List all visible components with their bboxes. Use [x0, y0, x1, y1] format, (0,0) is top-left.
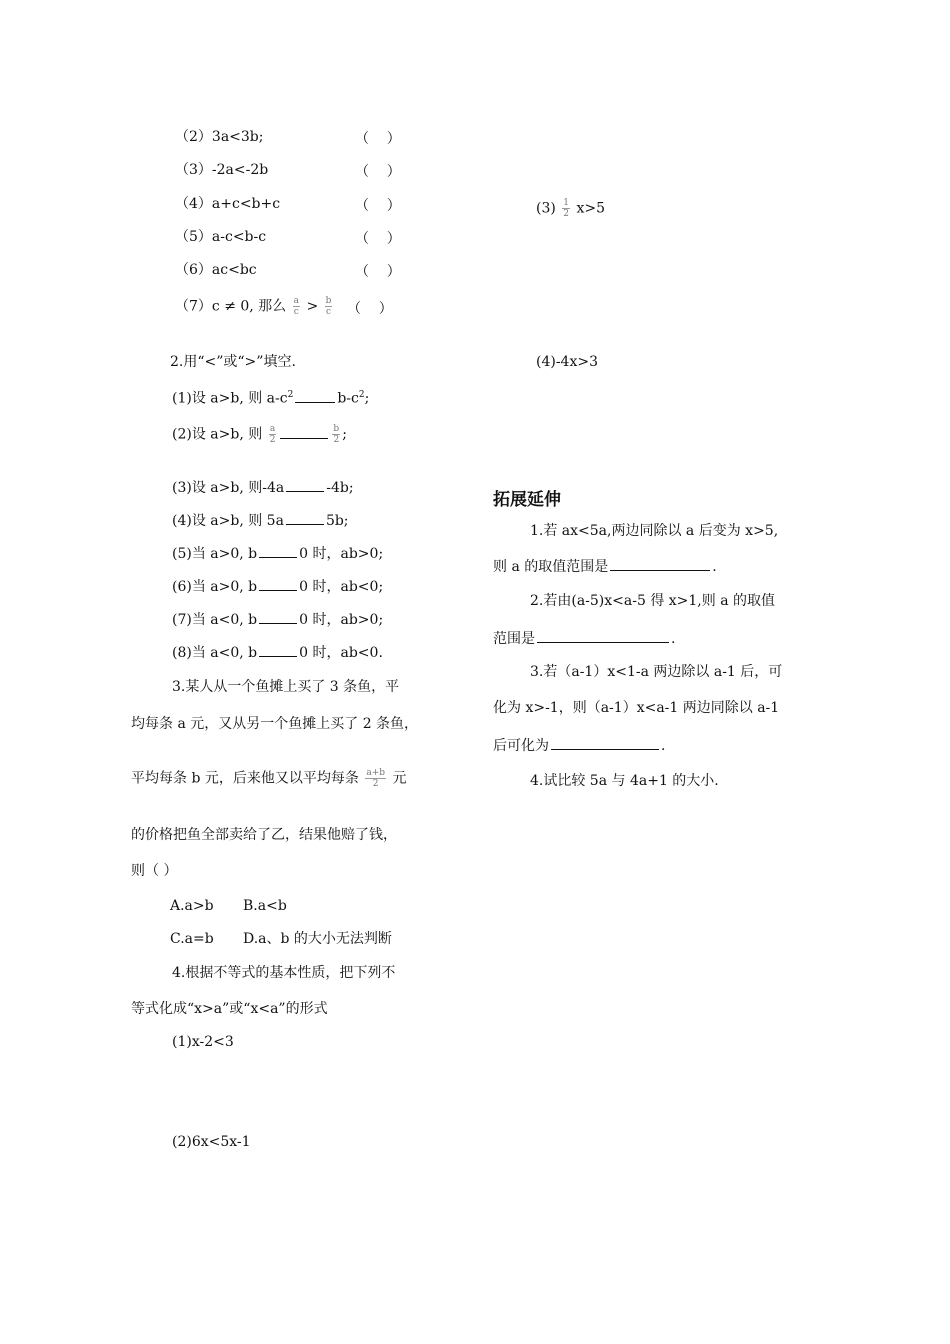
q3-line-4: 的价格把鱼全部卖给了乙，结果他赔了钱，	[131, 827, 397, 843]
ext-q1-line-2: 则 a 的取值范围是 .	[493, 559, 717, 575]
section-heading: 拓展延伸	[493, 490, 561, 510]
q2-item-5: (5)当 a>0, b 0 时，ab>0;	[172, 546, 384, 562]
ext-q2-line-1: 2.若由(a-5)x<a-5 得 x>1,则 a 的取值	[530, 593, 776, 609]
q3-line-3: 平均每条 b 元，后来他又以平均每条 $\frac{a+b}{2}$ 元	[131, 768, 407, 789]
answer-paren: （ ）	[355, 198, 401, 214]
q4-line-1: 4.根据不等式的基本性质，把下列不	[172, 965, 396, 981]
q1-item-label: （6）ac<bc	[175, 262, 257, 278]
q4-item-3: (3) $\frac{1}{2}$ x>5	[536, 198, 606, 219]
q2-item-3: (3)设 a>b, 则-4a -4b;	[172, 480, 354, 496]
q1-item-label: （3）-2a<-2b	[175, 162, 269, 178]
q1-item-7: （7）c ≠ 0, 那么 $\frac{a}{c}$ > $\frac{b}{c}$	[175, 296, 332, 317]
q3-option-b[interactable]: B.a<b	[243, 898, 287, 914]
answer-paren: （ ）	[355, 131, 401, 147]
q1-item-6	[175, 261, 257, 279]
q4-item-4: (4)-4x>3	[536, 354, 599, 370]
ext-q4: 4.试比较 5a 与 4a+1 的大小.	[530, 773, 719, 789]
ext-q2-line-2: 范围是 .	[493, 631, 676, 647]
ext-q1-line-1: 1.若 ax<5a,两边同除以 a 后变为 x>5,	[530, 523, 779, 539]
ext-q3-line-1: 3.若（a-1）x<1-a 两边除以 a-1 后，可	[530, 664, 783, 680]
fraction: $\frac{b}{2}$	[333, 424, 340, 445]
q2-item-4: (4)设 a>b, 则 5a 5b;	[172, 513, 349, 529]
q3-line-2: 均每条 a 元，又从另一个鱼摊上买了 2 条鱼，	[131, 716, 419, 732]
q1-item-3	[175, 161, 268, 179]
q2-title: 2.用“<”或“>”填空.	[170, 354, 296, 370]
q1-item-label: （4）a+c<b+c	[175, 196, 281, 212]
fill-blank[interactable]	[551, 736, 659, 750]
answer-paren: （ ）	[355, 164, 401, 180]
q3-option-c[interactable]: C.a=b	[170, 931, 214, 947]
q1-item-label: （5）a-c<b-c	[175, 229, 267, 245]
fill-blank[interactable]	[259, 544, 297, 558]
answer-paren: （ ）	[355, 264, 401, 280]
q1-item-label: （2）3a<3b;	[175, 129, 264, 145]
q3-option-a[interactable]: A.a>b	[170, 898, 214, 914]
q2-item-8: (8)当 a<0, b 0 时，ab<0.	[172, 645, 383, 661]
ext-q3-line-2: 化为 x>-1，则（a-1）x<a-1 两边同除以 a-1	[493, 700, 780, 716]
q2-item-1: (1)设 a>b, 则 $a-c^2$ $b-c^2$;	[172, 390, 370, 407]
q3-option-d[interactable]: D.a、b 的大小无法判断	[243, 931, 392, 947]
fill-blank[interactable]	[286, 478, 324, 492]
q4-line-2: 等式化成“x>a”或“x<a”的形式	[131, 1001, 328, 1017]
fraction: $\frac{1}{2}$	[563, 198, 570, 219]
q2-item-2: (2)设 a>b, 则 $\frac{a}{2}$ $\frac{b}{2}$ ;	[172, 424, 347, 445]
fill-blank[interactable]	[286, 511, 324, 525]
fraction: $\frac{a+b}{2}$	[366, 768, 385, 789]
fraction: $\frac{a}{c}$	[293, 296, 300, 317]
fraction: $\frac{a}{2}$	[269, 424, 276, 445]
ext-q3-line-3: 后可化为 .	[493, 738, 666, 754]
q3-line-1: 3.某人从一个鱼摊上买了 3 条鱼，平	[172, 679, 400, 695]
fill-blank[interactable]	[259, 610, 297, 624]
q3-line-5: 则（ ）	[131, 863, 178, 879]
fill-blank[interactable]	[295, 389, 335, 403]
q4-item-1: (1)x-2<3	[172, 1034, 234, 1050]
q2-item-6: (6)当 a>0, b 0 时，ab<0;	[172, 579, 384, 595]
q1-item-2	[175, 128, 263, 146]
fill-blank[interactable]	[280, 425, 328, 439]
answer-paren: （ ）	[355, 231, 401, 247]
fraction: $\frac{b}{c}$	[325, 296, 332, 317]
answer-paren: （ ）	[347, 301, 393, 317]
q1-item-5	[175, 228, 266, 246]
q2-item-7: (7)当 a<0, b 0 时，ab>0;	[172, 612, 384, 628]
q1-item-4	[175, 195, 280, 213]
fill-blank[interactable]	[259, 643, 297, 657]
fill-blank[interactable]	[610, 557, 710, 571]
fill-blank[interactable]	[259, 577, 297, 591]
q4-item-2: (2)6x<5x-1	[172, 1134, 251, 1150]
fill-blank[interactable]	[537, 629, 669, 643]
